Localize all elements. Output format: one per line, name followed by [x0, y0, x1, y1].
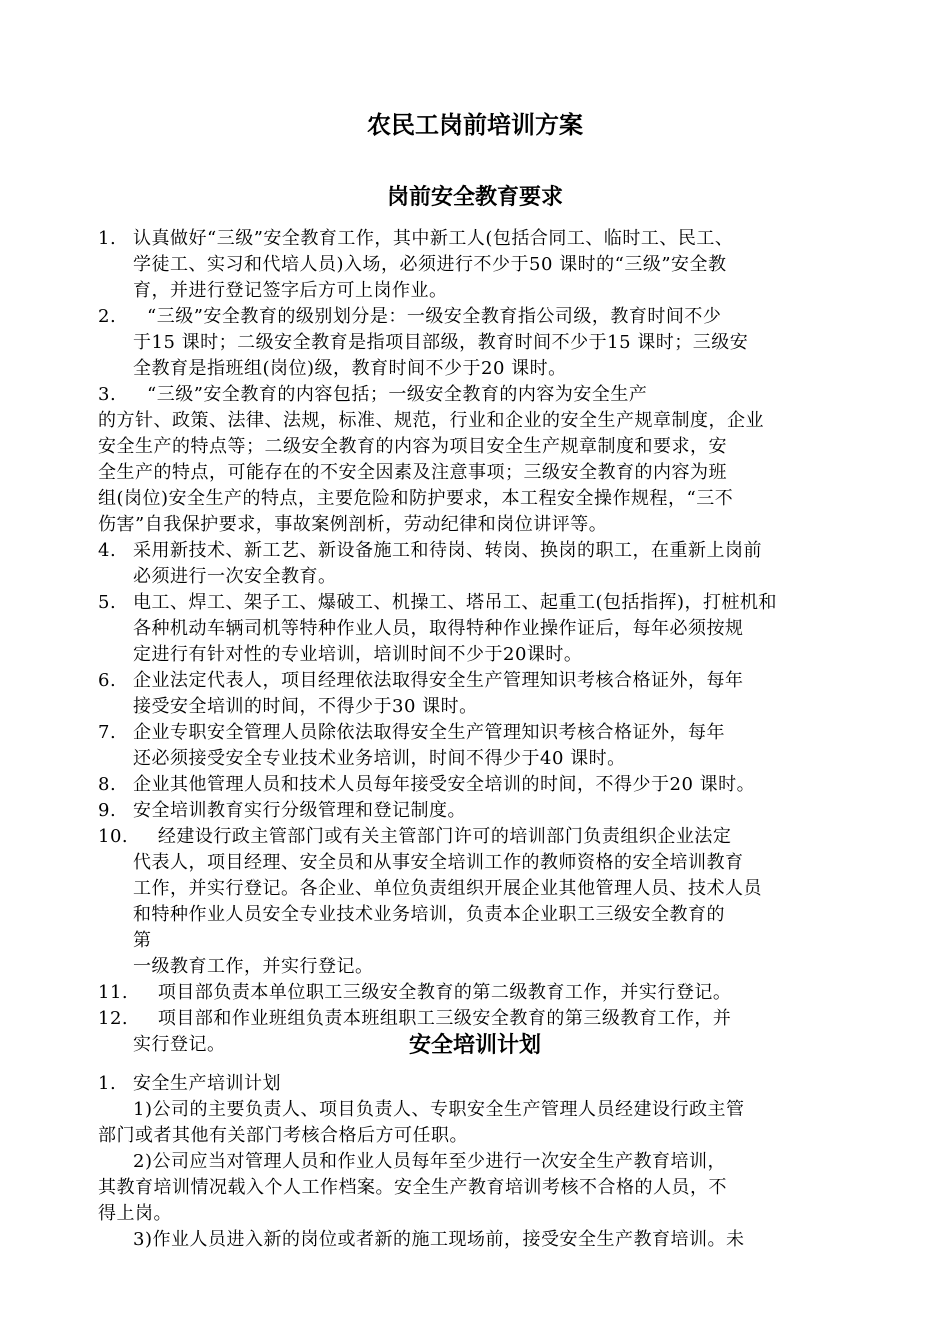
list-item-line: 一级教育工作，并实行登记。: [133, 956, 374, 977]
list-item-line: 安全培训教育实行分级管理和登记制度。: [133, 800, 466, 821]
list-item-line: 必须进行一次安全教育。: [133, 566, 337, 587]
document-title: 农民工岗前培训方案: [367, 110, 583, 139]
list-item-line: 采用新技术、新工艺、新设备施工和待岗、转岗、换岗的职工，在重新上岗前: [133, 540, 762, 561]
list-number: 2.: [98, 306, 117, 327]
list-item-line: 接受安全培训的时间，不得少于30 课时。: [133, 696, 478, 717]
list-number: 8.: [98, 774, 117, 795]
list-item: [98, 382, 878, 538]
list-number: 10.: [98, 826, 129, 847]
list-number: 4.: [98, 540, 117, 561]
section-heading-training-plan: 安全培训计划: [408, 1032, 541, 1058]
list-item-text: 安全生产培训计划: [133, 1073, 281, 1094]
list-item: [98, 720, 878, 772]
list-item: [98, 538, 878, 590]
list-item: [98, 824, 878, 980]
list-item-line: 第: [133, 930, 152, 951]
list-number: 5.: [98, 592, 117, 613]
list-item: [98, 226, 878, 304]
list-item-line: 和特种作业人员安全专业技术业务培训，负责本企业职工三级安全教育的: [133, 904, 725, 925]
list-item-line: 伤害”自我保护要求，事故案例剖析，劳动纪律和岗位讲评等。: [98, 514, 608, 535]
list-number: 1.: [98, 1073, 117, 1094]
list-item-line: 认真做好“三级”安全教育工作，其中新工人(包括合同工、临时工、民工、: [133, 228, 734, 249]
list-item: [98, 798, 878, 824]
list-item: [98, 304, 878, 382]
list-item-line: 组(岗位)安全生产的特点，主要危险和防护要求，本工程安全操作规程，“三不: [98, 488, 734, 509]
list-number: 3.: [98, 384, 117, 405]
list-item-line: 实行登记。: [133, 1034, 226, 1055]
list-number: 9.: [98, 800, 117, 821]
list-item: [98, 772, 878, 798]
list-number: 12.: [98, 1008, 129, 1029]
list-item-line: 定进行有针对性的专业培训，培训时间不少于20课时。: [133, 644, 583, 665]
paragraph-line: 1)公司的主要负责人、项目负责人、专职安全生产管理人员经建设行政主管: [133, 1099, 745, 1120]
list-number: 11.: [98, 982, 129, 1003]
list-item-line: 企业法定代表人，项目经理依法取得安全生产管理知识考核合格证外，每年: [133, 670, 744, 691]
list-item-line: 代表人，项目经理、安全员和从事安全培训工作的教师资格的安全培训教育: [133, 852, 744, 873]
list-item-line: 工作，并实行登记。各企业、单位负责组织开展企业其他管理人员、技术人员: [133, 878, 762, 899]
list-item-line: 全教育是指班组(岗位)级，教育时间不少于20 课时。: [133, 358, 567, 379]
paragraph-line: 2)公司应当对管理人员和作业人员每年至少进行一次安全生产教育培训，: [133, 1151, 726, 1172]
section-heading-pre-job-safety: 岗前安全教育要求: [386, 184, 563, 210]
list-item-line: “三级”安全教育的内容包括；一级安全教育的内容为安全生产: [147, 384, 648, 405]
list-item-line: 经建设行政主管部门或有关主管部门许可的培训部门负责组织企业法定: [133, 826, 732, 847]
list-item-line: “三级”安全教育的级别划分是：一级安全教育指公司级，教育时间不少: [147, 306, 722, 327]
list-item-line: 全生产的特点，可能存在的不安全因素及注意事项；三级安全教育的内容为班: [98, 462, 727, 483]
pre-job-safety-list: [98, 226, 878, 1058]
list-item-line: 育，并进行登记签字后方可上岗作业。: [133, 280, 448, 301]
list-number: 1.: [98, 228, 117, 249]
list-item-line: 的方针、政策、法律、法规，标准、规范，行业和企业的安全生产规章制度，企业: [98, 410, 764, 431]
paragraph-line: 其教育培训情况载入个人工作档案。安全生产教育培训考核不合格的人员，不: [98, 1177, 727, 1198]
paragraph-line: 3)作业人员进入新的岗位或者新的施工现场前，接受安全生产教育培训。未: [133, 1229, 745, 1250]
list-item-line: 安全生产的特点等；二级安全教育的内容为项目安全生产规章制度和要求，安: [98, 436, 727, 457]
list-item: [98, 590, 878, 668]
list-item-line: 学徒工、实习和代培人员)入场，必须进行不少于50 课时的“三级”安全教: [133, 254, 727, 275]
list-item-line: 项目部和作业班组负责本班组职工三级安全教育的第三级教育工作，并: [133, 1008, 732, 1029]
paragraph-line: 得上岗。: [98, 1203, 172, 1224]
list-item: [98, 668, 878, 720]
list-item-line: 于15 课时；二级安全教育是指项目部级，教育时间不少于15 课时；三级安: [133, 332, 749, 353]
list-item-line: 项目部负责本单位职工三级安全教育的第二级教育工作，并实行登记。: [133, 982, 732, 1003]
list-item-line: 还必须接受安全专业技术业务培训，时间不得少于40 课时。: [133, 748, 626, 769]
training-plan-content: [98, 1071, 878, 1253]
list-item-line: 企业其他管理人员和技术人员每年接受安全培训的时间，不得少于20 课时。: [133, 774, 756, 795]
list-item-line: 企业专职安全管理人员除依法取得安全生产管理知识考核合格证外，每年: [133, 722, 725, 743]
list-item: [98, 980, 878, 1006]
list-number: 6.: [98, 670, 117, 691]
list-number: 7.: [98, 722, 117, 743]
list-item-line: 电工、焊工、架子工、爆破工、机操工、塔吊工、起重工(包括指挥)，打桩机和: [133, 592, 778, 613]
list-item-line: 各种机动车辆司机等特种作业人员，取得特种作业操作证后，每年必须按规: [133, 618, 744, 639]
list-item: [98, 1071, 878, 1097]
paragraph-line: 部门或者其他有关部门考核合格后方可任职。: [98, 1125, 468, 1146]
training-plan-paragraphs: [98, 1097, 878, 1253]
